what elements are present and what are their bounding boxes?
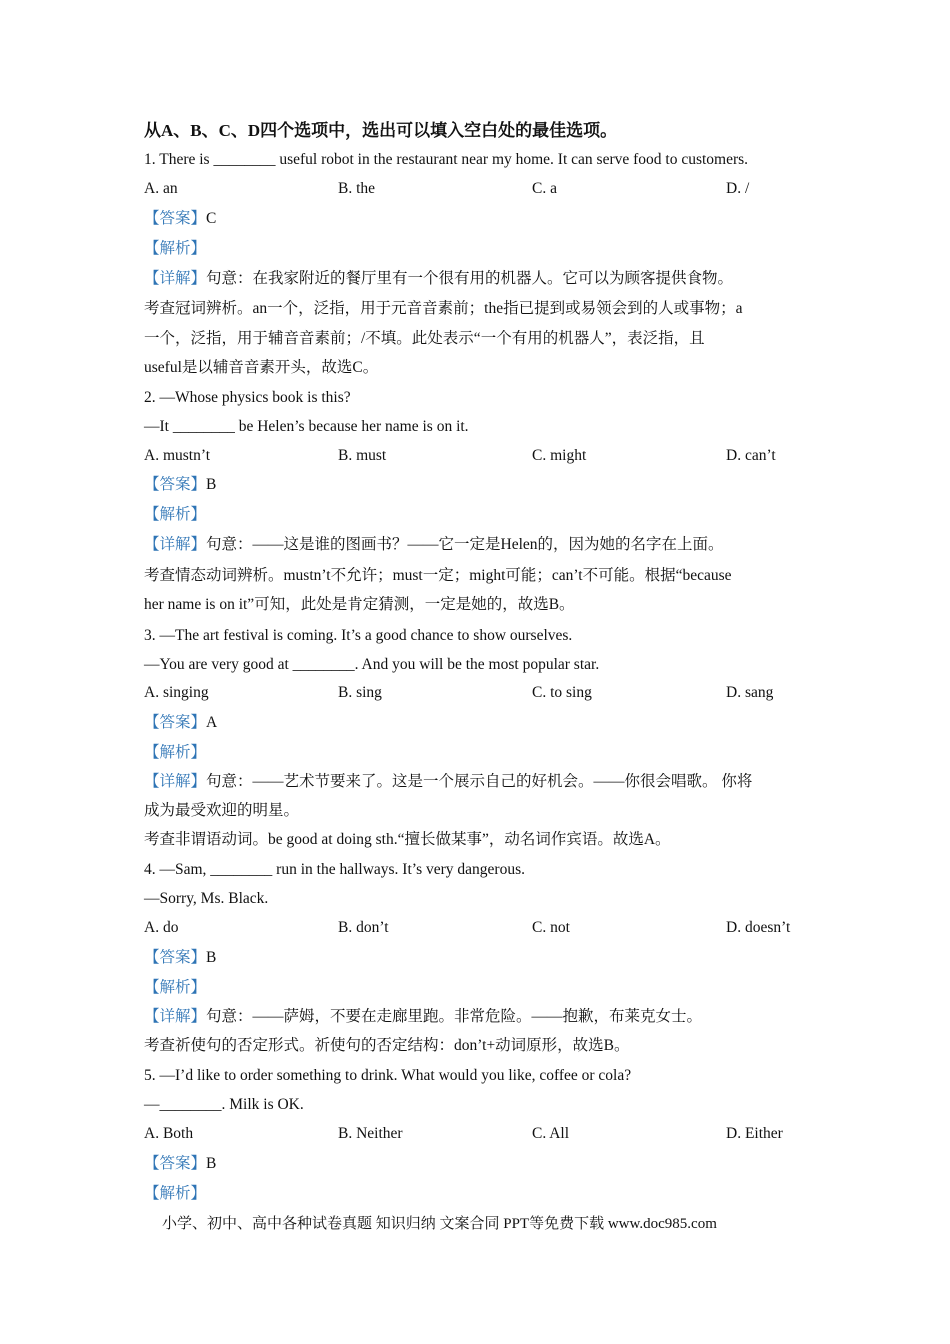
q4-option-d: D. doesn’t	[726, 919, 791, 936]
q3-analysis	[144, 738, 206, 768]
q5-analysis	[144, 1179, 206, 1209]
answer-value: C	[206, 210, 217, 227]
q4-option-a: A. do	[144, 919, 179, 936]
q3-detail-line-3: 考查非谓语动词。be good at doing sth.“擅长做某事”，动名词作宾语。故选A。	[144, 831, 671, 848]
q3-detail-line-2: 成为最受欢迎的明星。	[144, 802, 300, 819]
q4-stem-line-1: 4. —Sam, ________ run in the hallways. It’s very dangerous.	[144, 861, 525, 878]
q4-stem-line-2: —Sorry, Ms. Black.	[144, 890, 269, 907]
answer-tag: 【答案】	[144, 210, 207, 227]
q5-option-c: C. All	[532, 1125, 570, 1142]
q2-detail-line-2: 考查情态动词辨析。mustn’t不允许；must一定；might可能；can’t不可能。根据“because	[144, 567, 732, 584]
answer-tag: 【答案】	[144, 949, 207, 966]
q1-option-b: B. the	[338, 180, 376, 197]
detail-tag: 【详解】	[144, 270, 207, 287]
answer-tag: 【答案】	[144, 476, 207, 493]
detail-text: 句意：——这是谁的图画书？——它一定是Helen的，因为她的名字在上面。	[206, 536, 724, 553]
q3-stem-line-1: 3. —The art festival is coming. It’s a good chance to show ourselves.	[144, 627, 573, 644]
q1-detail-line-2: 考查冠词辨析。an一个，泛指，用于元音音素前；the指已提到或易领会到的人或事物；a	[144, 300, 743, 317]
answer-tag: 【答案】	[144, 714, 207, 731]
q4-option-c: C. not	[532, 919, 570, 936]
q3-option-a: A. singing	[144, 684, 209, 701]
q4-detail-line-2: 考查祈使句的否定形式。祈使句的否定结构：don’t+动词原形，故选B。	[144, 1037, 630, 1054]
analysis-tag: 【解析】	[144, 506, 207, 523]
q1-detail-line-4: useful是以辅音音素开头，故选C。	[144, 359, 379, 376]
q1-analysis	[144, 234, 206, 264]
q3-options	[144, 678, 834, 708]
answer-value: A	[206, 714, 218, 731]
q1-option-c: C. a	[532, 180, 557, 197]
q3-answer	[144, 708, 217, 738]
q2-options	[144, 441, 834, 471]
q1-detail-line-1	[144, 264, 733, 294]
q2-analysis	[144, 500, 206, 530]
q2-option-b: B. must	[338, 447, 387, 464]
q3-stem-line-2: —You are very good at ________. And you will be the most popular star.	[144, 656, 600, 673]
answer-tag: 【答案】	[144, 1155, 207, 1172]
q3-option-c: C. to sing	[532, 684, 592, 701]
analysis-tag: 【解析】	[144, 240, 207, 257]
detail-tag: 【详解】	[144, 536, 207, 553]
answer-value: B	[206, 1155, 217, 1172]
q5-option-b: B. Neither	[338, 1125, 403, 1142]
q2-answer	[144, 470, 216, 500]
q2-option-a: A. mustn’t	[144, 447, 211, 464]
analysis-tag: 【解析】	[144, 979, 207, 996]
analysis-tag: 【解析】	[144, 744, 207, 761]
q1-option-a: A. an	[144, 180, 178, 197]
q2-stem-line-2: —It ________ be Helen’s because her name is on it.	[144, 418, 469, 435]
q1-detail-line-3: 一个，泛指，用于辅音音素前；/不填。此处表示“一个有用的机器人”，表泛指，且	[144, 330, 705, 347]
page-footer: 小学、初中、高中各种试卷真题 知识归纳 文案合同 PPT等免费下载 www.doc985.com	[162, 1216, 717, 1232]
q5-stem-line-1: 5. —I’d like to order something to drink. What would you like, coffee or cola?	[144, 1067, 632, 1084]
q2-option-d: D. can’t	[726, 447, 776, 464]
q4-answer	[144, 943, 216, 973]
q1-option-d: D. /	[726, 180, 750, 197]
detail-text: 句意：在我家附近的餐厅里有一个很有用的机器人。它可以为顾客提供食物。	[206, 270, 734, 287]
q5-stem-line-2: —________. Milk is OK.	[144, 1096, 304, 1113]
section-title: 从A、B、C、D四个选项中，选出可以填入空白处的最佳选项。	[144, 121, 618, 140]
q4-detail-line-1	[144, 1002, 702, 1032]
q4-analysis	[144, 973, 206, 1003]
q2-detail-line-3: her name is on it”可知，此处是肯定猜测，一定是她的，故选B。	[144, 596, 575, 613]
q5-option-a: A. Both	[144, 1125, 194, 1142]
q5-answer	[144, 1149, 216, 1179]
q3-option-d: D. sang	[726, 684, 774, 701]
analysis-tag: 【解析】	[144, 1185, 207, 1202]
detail-tag: 【详解】	[144, 773, 207, 790]
answer-value: B	[206, 949, 217, 966]
answer-value: B	[206, 476, 217, 493]
q1-stem: 1. There is ________ useful robot in the restaurant near my home. It can serve food to customers.	[144, 151, 749, 168]
q1-options	[144, 174, 834, 204]
detail-text: 句意：——艺术节要来了。这是一个展示自己的好机会。——你很会唱歌。 你将	[206, 773, 753, 790]
q3-option-b: B. sing	[338, 684, 382, 701]
q2-option-c: C. might	[532, 447, 587, 464]
q2-stem-line-1: 2. —Whose physics book is this?	[144, 389, 351, 406]
q3-detail-line-1	[144, 767, 752, 797]
q5-option-d: D. Either	[726, 1125, 783, 1142]
q5-options	[144, 1119, 834, 1149]
q4-options	[144, 913, 834, 943]
q2-detail-line-1	[144, 530, 724, 560]
detail-text: 句意：——萨姆，不要在走廊里跑。非常危险。——抱歉，布莱克女士。	[206, 1008, 703, 1025]
detail-tag: 【详解】	[144, 1008, 207, 1025]
q4-option-b: B. don’t	[338, 919, 389, 936]
q1-answer	[144, 204, 216, 234]
